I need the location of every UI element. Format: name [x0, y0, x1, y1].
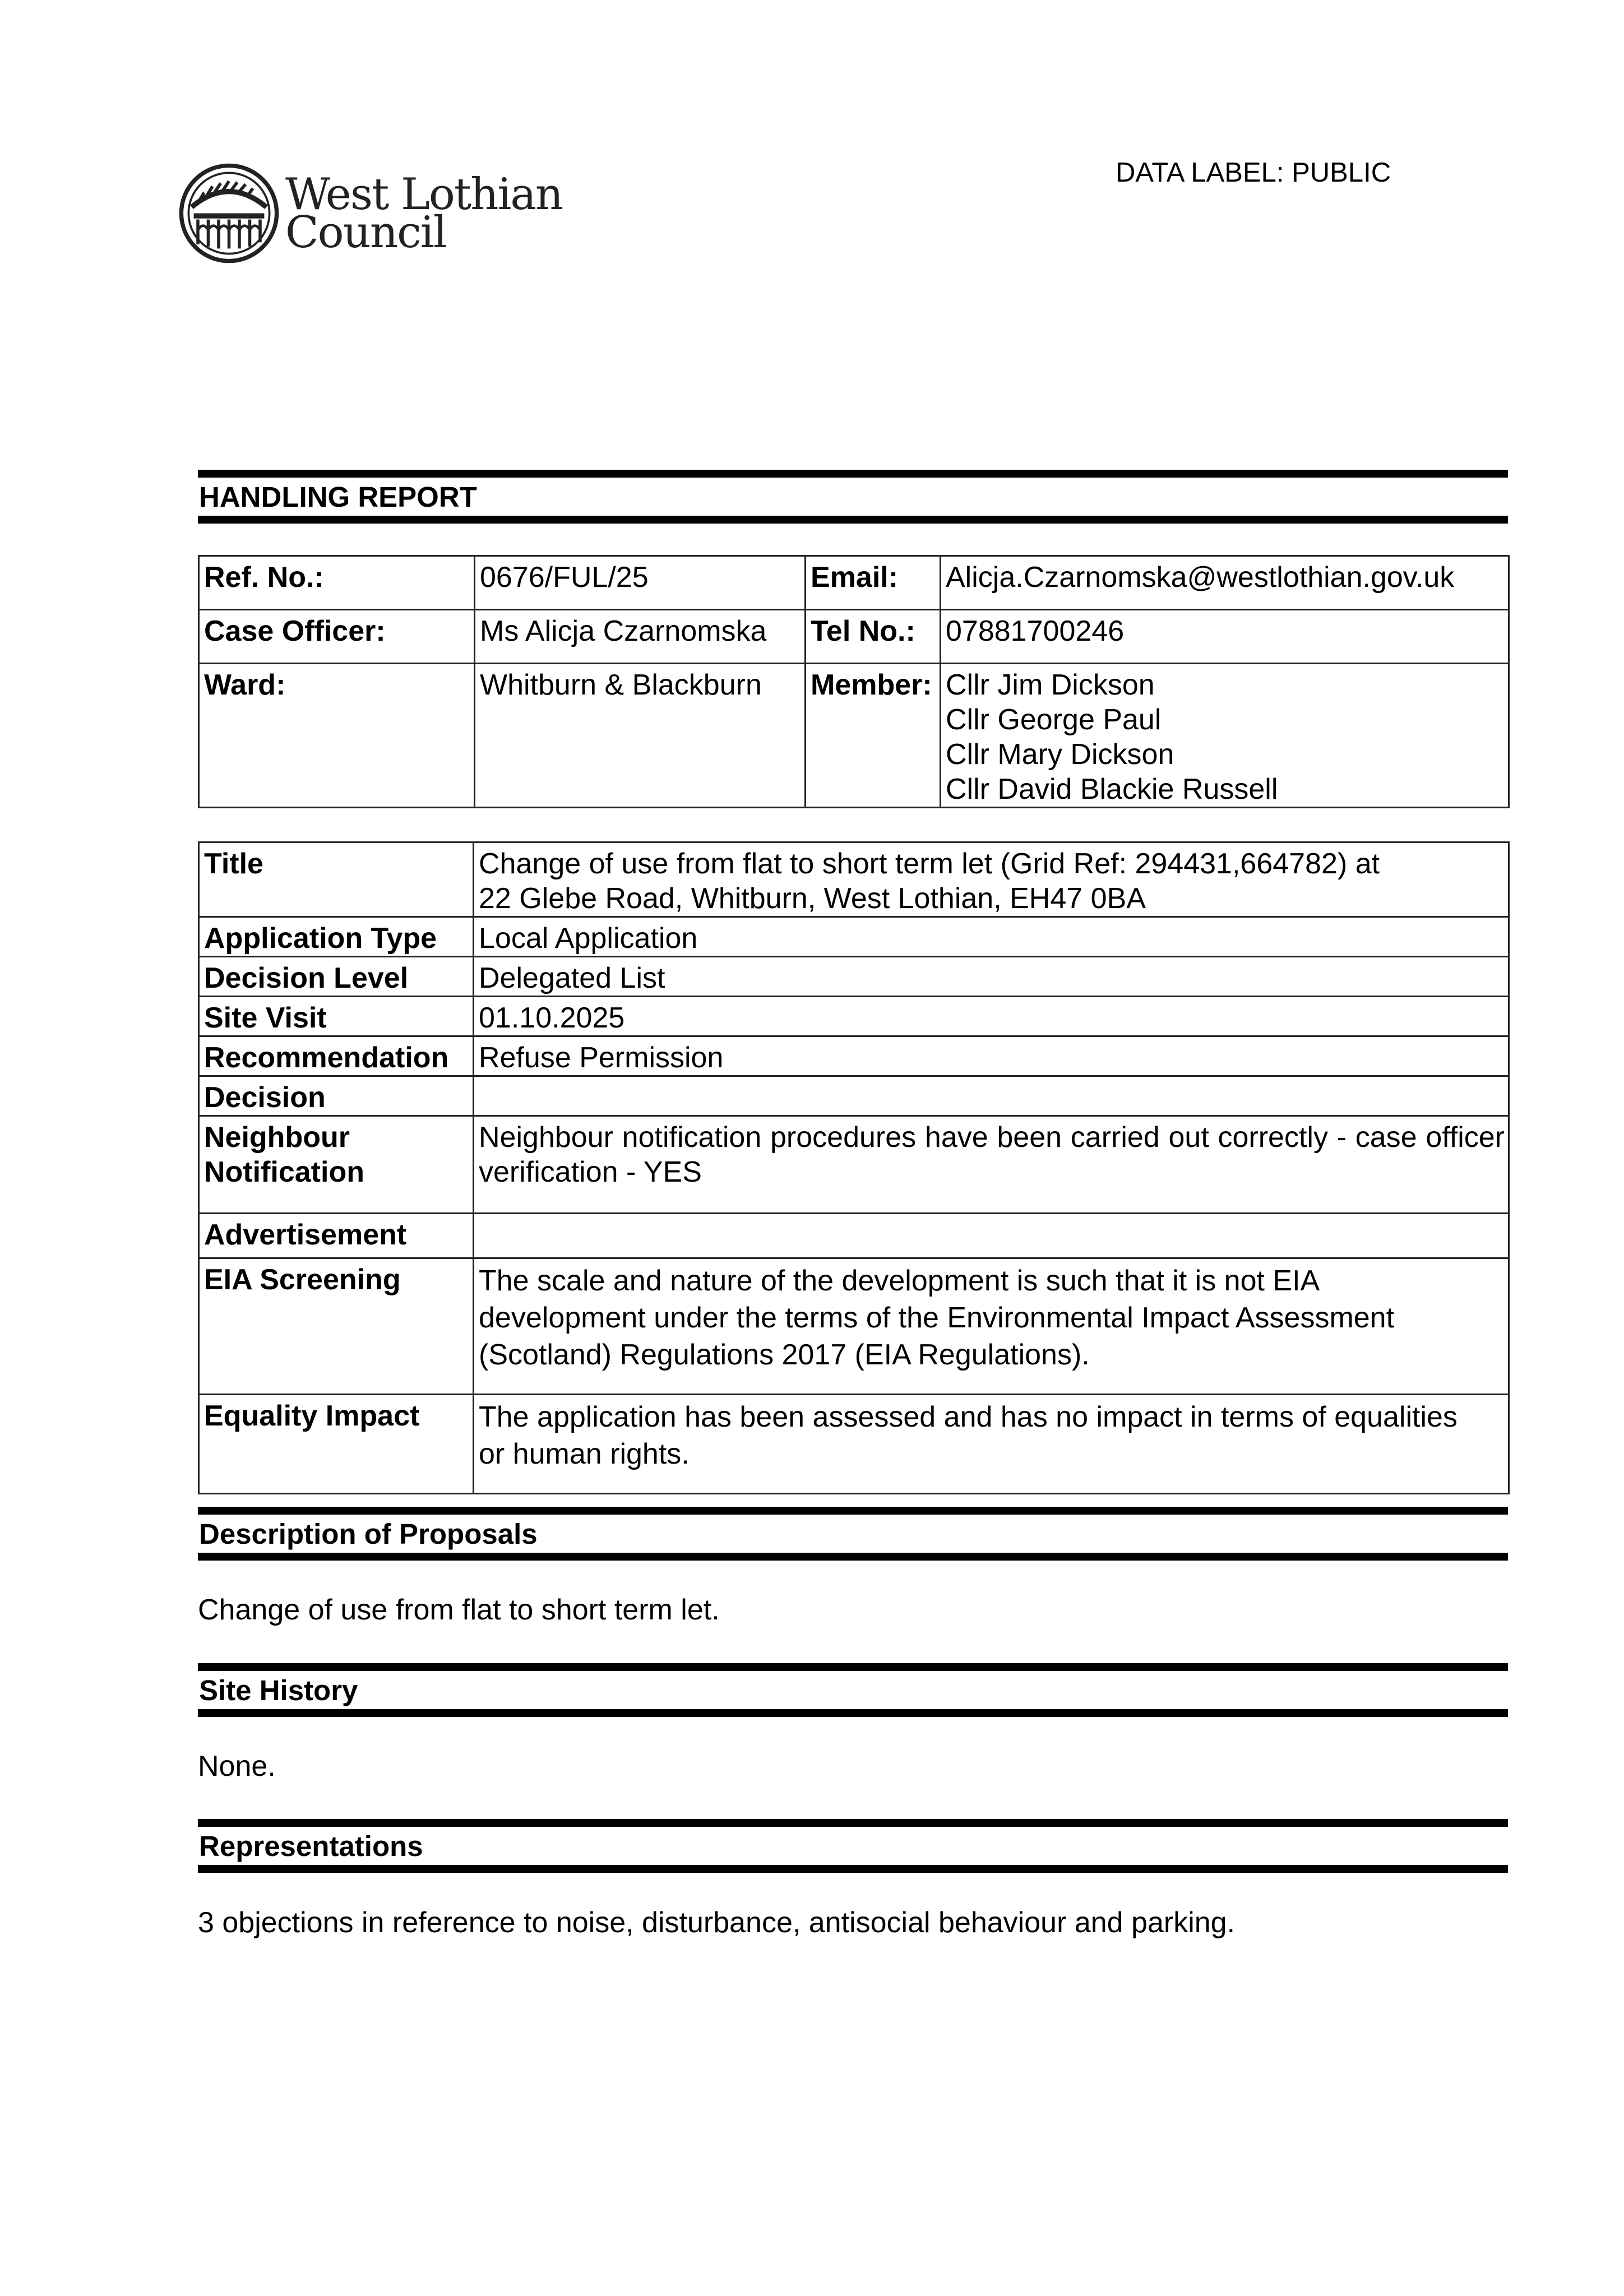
logo-wordmark	[285, 169, 563, 258]
eia-screening-label: EIA Screening	[199, 1258, 474, 1395]
section-heading-handling-report	[198, 470, 1508, 524]
email-label: Email:	[806, 556, 941, 610]
table-row	[199, 917, 1509, 957]
member-item: Cllr Jim Dickson	[946, 669, 1155, 701]
application-details-table	[198, 841, 1510, 1494]
table-row	[199, 556, 1509, 610]
table-row	[199, 1036, 1509, 1076]
neighbour-notification-label	[199, 1116, 474, 1214]
member-item: Cllr George Paul	[946, 703, 1162, 736]
data-label: DATA LABEL: PUBLIC	[1116, 158, 1391, 188]
case-officer-label: Case Officer:	[199, 610, 475, 664]
neighbour-notification-value: Neighbour notification procedures have been carried out correctly - case officer verification - YES	[474, 1116, 1509, 1214]
section-title: Site History	[199, 1674, 358, 1706]
section-heading-description	[198, 1507, 1508, 1561]
title-value	[474, 843, 1509, 917]
equality-line: or human rights.	[479, 1438, 690, 1470]
table-row	[199, 1395, 1509, 1494]
recommendation-label: Recommendation	[199, 1036, 474, 1076]
eia-screening-value	[474, 1258, 1509, 1395]
decision-label: Decision	[199, 1076, 474, 1116]
equality-line: The application has been assessed and has no impact in terms of equalities	[479, 1401, 1458, 1433]
advertisement-label: Advertisement	[199, 1214, 474, 1258]
ward-value: Whitburn & Blackburn	[475, 664, 806, 808]
eia-line: (Scotland) Regulations 2017 (EIA Regulations).	[479, 1339, 1090, 1371]
section-heading-representations	[198, 1819, 1508, 1873]
table-row	[199, 664, 1509, 808]
email-value: Alicja.Czarnomska@westlothian.gov.uk	[941, 556, 1509, 610]
section-title: Representations	[199, 1830, 423, 1862]
eia-line: The scale and nature of the development is such that it is not EIA	[479, 1265, 1320, 1297]
table-row	[199, 997, 1509, 1036]
equality-impact-label: Equality Impact	[199, 1395, 474, 1494]
table-row	[199, 1076, 1509, 1116]
representations-text: 3 objections in reference to noise, disturbance, antisocial behaviour and parking.	[198, 1906, 1236, 1939]
member-item: Cllr David Blackie Russell	[946, 773, 1278, 806]
table-row	[199, 1258, 1509, 1395]
advertisement-value	[474, 1214, 1509, 1258]
ref-label: Ref. No.:	[199, 556, 475, 610]
member-item: Cllr Mary Dickson	[946, 738, 1174, 771]
label-line: Notification	[204, 1156, 364, 1188]
description-text: Change of use from flat to short term let.	[198, 1594, 720, 1626]
table-row	[199, 843, 1509, 917]
ward-label: Ward:	[199, 664, 475, 808]
member-label: Member:	[806, 664, 941, 808]
site-visit-value: 01.10.2025	[474, 997, 1509, 1036]
council-logo	[177, 161, 562, 265]
equality-impact-value	[474, 1395, 1509, 1494]
table-row	[199, 1214, 1509, 1258]
table-row	[199, 1116, 1509, 1214]
ref-value: 0676/FUL/25	[475, 556, 806, 610]
viaduct-emblem-icon	[177, 161, 281, 265]
section-heading-site-history	[198, 1663, 1508, 1717]
title-line: 22 Glebe Road, Whitburn, West Lothian, EH47 0BA	[479, 882, 1146, 915]
logo-line-2: Council	[285, 207, 446, 258]
site-history-text: None.	[198, 1750, 276, 1783]
section-title: Description of Proposals	[199, 1517, 538, 1550]
decision-level-value: Delegated List	[474, 957, 1509, 997]
tel-value: 07881700246	[941, 610, 1509, 664]
table-row	[199, 610, 1509, 664]
application-type-label: Application Type	[199, 917, 474, 957]
decision-level-label: Decision Level	[199, 957, 474, 997]
title-line: Change of use from flat to short term let (Grid Ref: 294431,664782) at	[479, 848, 1380, 880]
tel-label: Tel No.:	[806, 610, 941, 664]
label-line: Neighbour	[204, 1121, 350, 1154]
title-label: Title	[199, 843, 474, 917]
case-officer-value: Ms Alicja Czarnomska	[475, 610, 806, 664]
eia-line: development under the terms of the Environmental Impact Assessment	[479, 1302, 1395, 1334]
decision-value	[474, 1076, 1509, 1116]
logo-line-1: West Lothian	[285, 169, 563, 220]
application-type-value: Local Application	[474, 917, 1509, 957]
section-title: HANDLING REPORT	[199, 480, 477, 513]
recommendation-value: Refuse Permission	[474, 1036, 1509, 1076]
site-visit-label: Site Visit	[199, 997, 474, 1036]
member-list	[941, 664, 1509, 808]
table-row	[199, 957, 1509, 997]
case-info-table	[198, 555, 1510, 808]
